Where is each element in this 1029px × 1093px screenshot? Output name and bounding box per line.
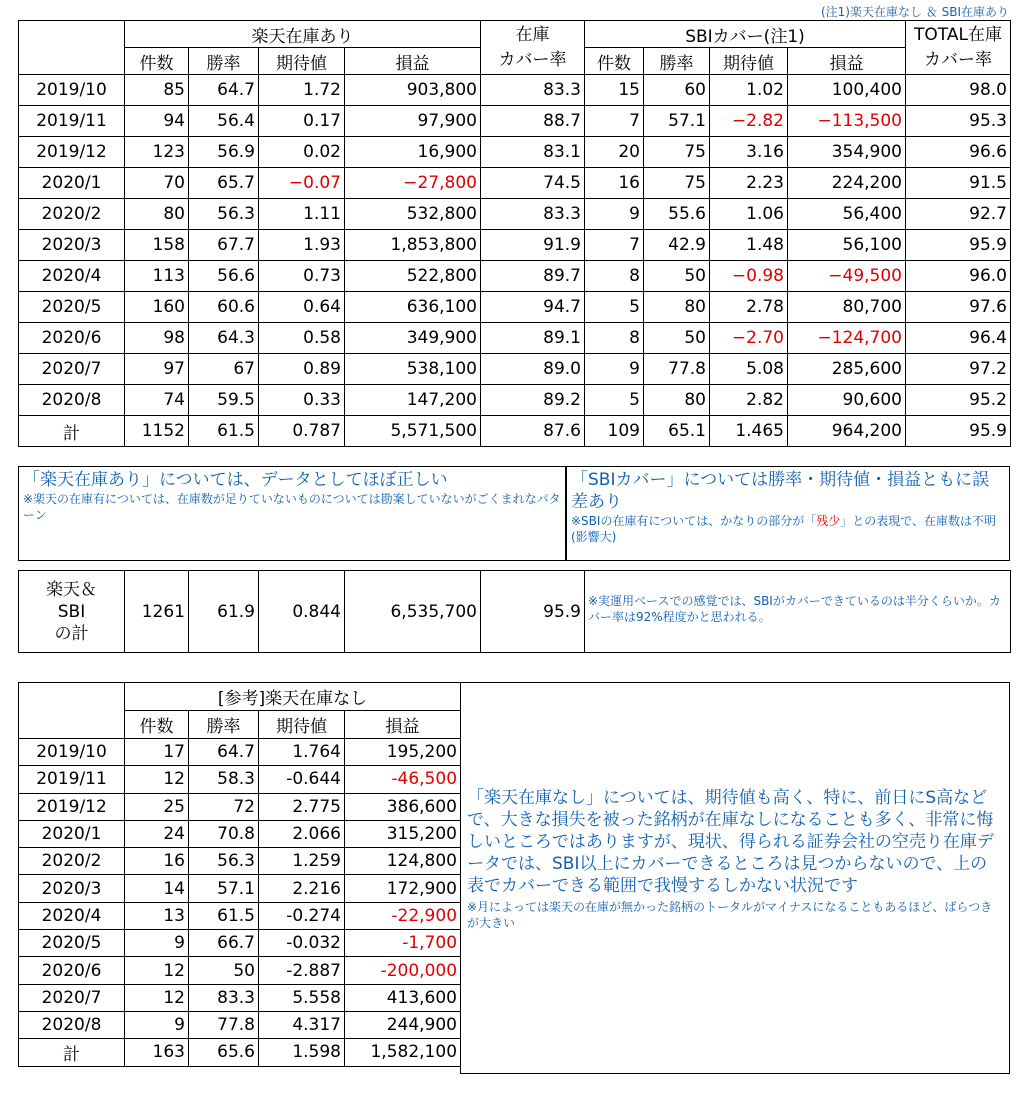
cell-pl: -1,700	[345, 930, 461, 957]
table-row	[19, 766, 461, 793]
cell-month: 2019/11	[19, 106, 125, 137]
total-sbi-count: 109	[585, 416, 644, 447]
cell-expectancy: 0.17	[259, 106, 345, 137]
cell-total-cover: 91.5	[906, 168, 1011, 199]
cell-expectancy: 0.02	[259, 137, 345, 168]
cell-count: 98	[125, 323, 189, 354]
cell-sbi-count: 8	[585, 261, 644, 292]
header-rakuten-group: 楽天在庫あり	[125, 21, 481, 48]
no-stock-comment: 「楽天在庫なし」については、期待値も高く、特に、前日にS高などで、大きな損失を被った銘柄が在庫なしになることも多く、非常に悔しいところではありますが、現状、得られる証券会社の空売り在庫データでは、SBI以上にカバーできるところは見つからないので、上の表でカバーできる範囲で我慢するしかない状況です	[467, 788, 994, 896]
t3-total-count: 163	[125, 1039, 189, 1066]
t3-header-title: [参考]楽天在庫なし	[125, 683, 461, 711]
table-row	[19, 930, 461, 957]
cell-month: 2020/6	[19, 957, 125, 984]
comment-left-title: 「楽天在庫あり」については、データとしてほぼ正しい	[23, 470, 448, 490]
cell-expectancy: 2.216	[259, 875, 345, 902]
cell-sbi-expectancy: 1.02	[710, 75, 788, 106]
cell-pl: 532,800	[345, 199, 481, 230]
comment-right-note-red: 残少	[816, 514, 841, 528]
t3-total-winrate: 65.6	[189, 1039, 259, 1066]
cell-sbi-expectancy: −0.98	[710, 261, 788, 292]
footnote-top: (注1)楽天在庫なし ＆ SBI在庫あり	[820, 5, 1009, 19]
cell-cover: 74.5	[481, 168, 585, 199]
comment-left-panel	[18, 466, 566, 561]
cell-sbi-count: 5	[585, 292, 644, 323]
table-row	[19, 820, 461, 847]
cell-winrate: 67	[189, 354, 259, 385]
cell-expectancy: 0.64	[259, 292, 345, 323]
cell-expectancy: 4.317	[259, 1011, 345, 1038]
table-row	[19, 292, 1011, 323]
table-row	[19, 323, 1011, 354]
cell-month: 2020/7	[19, 984, 125, 1011]
cell-count: 16	[125, 848, 189, 875]
cell-total-cover: 92.7	[906, 199, 1011, 230]
cell-sbi-count: 5	[585, 385, 644, 416]
cell-expectancy: 1.259	[259, 848, 345, 875]
subheader-pl: 損益	[345, 48, 481, 75]
cell-sbi-count: 7	[585, 106, 644, 137]
cell-sbi-count: 20	[585, 137, 644, 168]
cell-pl: 522,800	[345, 261, 481, 292]
cell-pl: 172,900	[345, 875, 461, 902]
cell-sbi-expectancy: −2.82	[710, 106, 788, 137]
cell-pl: 413,600	[345, 984, 461, 1011]
cell-expectancy: 0.89	[259, 354, 345, 385]
cell-total-cover: 97.2	[906, 354, 1011, 385]
cell-sbi-winrate: 75	[644, 168, 710, 199]
cell-cover: 88.7	[481, 106, 585, 137]
t3-total-label: 計	[19, 1039, 125, 1066]
cell-month: 2020/4	[19, 902, 125, 929]
cell-sbi-winrate: 55.6	[644, 199, 710, 230]
cell-count: 74	[125, 385, 189, 416]
cell-month: 2020/8	[19, 1011, 125, 1038]
table-row	[19, 137, 1011, 168]
cell-sbi-count: 8	[585, 323, 644, 354]
combined-winrate: 61.9	[189, 571, 259, 653]
cell-cover: 83.1	[481, 137, 585, 168]
total-winrate: 61.5	[189, 416, 259, 447]
combined-pl: 6,535,700	[345, 571, 481, 653]
cell-pl: 124,800	[345, 848, 461, 875]
table-row	[19, 230, 1011, 261]
total-count: 1152	[125, 416, 189, 447]
cell-winrate: 59.5	[189, 385, 259, 416]
total-cover: 87.6	[481, 416, 585, 447]
cell-count: 9	[125, 1011, 189, 1038]
table-row	[19, 75, 1011, 106]
cell-count: 158	[125, 230, 189, 261]
subheader-expectancy: 期待値	[259, 48, 345, 75]
cell-expectancy: 2.066	[259, 820, 345, 847]
cell-cover: 91.9	[481, 230, 585, 261]
cell-sbi-pl: 100,400	[788, 75, 906, 106]
cell-count: 12	[125, 984, 189, 1011]
cell-cover: 83.3	[481, 199, 585, 230]
cell-pl: 97,900	[345, 106, 481, 137]
cell-pl: 1,853,800	[345, 230, 481, 261]
cell-month: 2019/10	[19, 739, 125, 766]
cell-expectancy: 1.764	[259, 739, 345, 766]
cell-count: 25	[125, 793, 189, 820]
cell-count: 13	[125, 902, 189, 929]
cell-sbi-count: 15	[585, 75, 644, 106]
cell-winrate: 50	[189, 957, 259, 984]
cell-month: 2020/4	[19, 261, 125, 292]
total-sbi-pl: 964,200	[788, 416, 906, 447]
subheader-sbi-count: 件数	[585, 48, 644, 75]
header-month	[19, 21, 125, 75]
table-row	[19, 793, 461, 820]
cell-sbi-pl: −49,500	[788, 261, 906, 292]
cell-count: 94	[125, 106, 189, 137]
cell-month: 2019/12	[19, 793, 125, 820]
cell-pl: 16,900	[345, 137, 481, 168]
cell-sbi-pl: 224,200	[788, 168, 906, 199]
cell-expectancy: 1.11	[259, 199, 345, 230]
cell-sbi-winrate: 75	[644, 137, 710, 168]
combined-cover: 95.9	[481, 571, 585, 653]
cell-winrate: 56.9	[189, 137, 259, 168]
cell-winrate: 58.3	[189, 766, 259, 793]
cell-month: 2019/10	[19, 75, 125, 106]
cell-sbi-expectancy: 3.16	[710, 137, 788, 168]
cell-cover: 89.0	[481, 354, 585, 385]
cell-winrate: 77.8	[189, 1011, 259, 1038]
cell-month: 2020/5	[19, 930, 125, 957]
cell-sbi-pl: 80,700	[788, 292, 906, 323]
table-row	[19, 168, 1011, 199]
total-pl: 5,571,500	[345, 416, 481, 447]
cell-count: 85	[125, 75, 189, 106]
cell-expectancy: 0.58	[259, 323, 345, 354]
cell-expectancy: 0.33	[259, 385, 345, 416]
cell-pl: 315,200	[345, 820, 461, 847]
cell-cover: 89.7	[481, 261, 585, 292]
cell-sbi-pl: −124,700	[788, 323, 906, 354]
cell-count: 14	[125, 875, 189, 902]
table-row	[19, 848, 461, 875]
cell-total-cover: 97.6	[906, 292, 1011, 323]
cell-month: 2020/3	[19, 230, 125, 261]
cell-pl: 195,200	[345, 739, 461, 766]
total-sbi-winrate: 65.1	[644, 416, 710, 447]
cell-month: 2020/1	[19, 168, 125, 199]
cell-count: 17	[125, 739, 189, 766]
table-row	[19, 902, 461, 929]
subheader-sbi-winrate: 勝率	[644, 48, 710, 75]
cell-sbi-expectancy: −2.70	[710, 323, 788, 354]
cell-sbi-pl: 354,900	[788, 137, 906, 168]
cell-sbi-count: 9	[585, 199, 644, 230]
comment-left-note: ※楽天の在庫有については、在庫数が足りていないものについては勘案していないがごくまれなパターン	[23, 492, 561, 522]
cell-winrate: 56.3	[189, 848, 259, 875]
cell-count: 9	[125, 930, 189, 957]
cell-month: 2020/1	[19, 820, 125, 847]
cell-count: 97	[125, 354, 189, 385]
total-sbi-expectancy: 1.465	[710, 416, 788, 447]
cell-sbi-winrate: 57.1	[644, 106, 710, 137]
cell-sbi-pl: −113,500	[788, 106, 906, 137]
cell-sbi-winrate: 60	[644, 75, 710, 106]
combined-note: ※実運用ベースでの感覚では、SBIがカバーできているのは半分くらいか。カバー率は92%程度かと思われる。	[585, 571, 1011, 653]
cell-sbi-winrate: 80	[644, 292, 710, 323]
cell-sbi-winrate: 80	[644, 385, 710, 416]
cell-count: 160	[125, 292, 189, 323]
cell-sbi-pl: 285,600	[788, 354, 906, 385]
cell-month: 2020/7	[19, 354, 125, 385]
cell-winrate: 56.4	[189, 106, 259, 137]
cell-expectancy: 2.775	[259, 793, 345, 820]
cell-winrate: 64.7	[189, 75, 259, 106]
cell-count: 70	[125, 168, 189, 199]
cell-pl: -22,900	[345, 902, 461, 929]
cell-total-cover: 95.2	[906, 385, 1011, 416]
cell-month: 2020/8	[19, 385, 125, 416]
comment-right-note-a: ※SBIの在庫有については、かなりの部分が「	[571, 514, 817, 528]
combined-expectancy: 0.844	[259, 571, 345, 653]
cell-total-cover: 95.9	[906, 230, 1011, 261]
t3-header-month	[19, 683, 125, 739]
cell-expectancy: 1.93	[259, 230, 345, 261]
cell-pl: 386,600	[345, 793, 461, 820]
cell-month: 2019/11	[19, 766, 125, 793]
subheader-sbi-pl: 損益	[788, 48, 906, 75]
cell-pl: 636,100	[345, 292, 481, 323]
cell-total-cover: 96.4	[906, 323, 1011, 354]
table-row	[19, 199, 1011, 230]
cell-pl: -46,500	[345, 766, 461, 793]
combined-label: 楽天＆ SBI の計	[19, 571, 125, 653]
cell-pl: 147,200	[345, 385, 481, 416]
table-row	[19, 261, 1011, 292]
cell-sbi-expectancy: 2.78	[710, 292, 788, 323]
combined-count: 1261	[125, 571, 189, 653]
rakuten-sbi-table	[18, 20, 1011, 447]
cell-total-cover: 98.0	[906, 75, 1011, 106]
subheader-sbi-expectancy: 期待値	[710, 48, 788, 75]
cell-sbi-pl: 56,100	[788, 230, 906, 261]
cell-pl: -200,000	[345, 957, 461, 984]
cell-count: 123	[125, 137, 189, 168]
cell-cover: 83.3	[481, 75, 585, 106]
rakuten-no-stock-table	[18, 682, 461, 1067]
header-zaiko-cover: 在庫 カバー率	[481, 21, 585, 75]
cell-expectancy: 5.558	[259, 984, 345, 1011]
no-stock-comment-note: ※月によっては楽天の在庫が無かった銘柄のトータルがマイナスになることもあるほど、ばらつきが大きい	[467, 900, 993, 930]
cell-month: 2020/2	[19, 199, 125, 230]
cell-total-cover: 95.3	[906, 106, 1011, 137]
table-row	[19, 984, 461, 1011]
cell-winrate: 60.6	[189, 292, 259, 323]
cell-pl: 349,900	[345, 323, 481, 354]
t3-total-pl: 1,582,100	[345, 1039, 461, 1066]
comment-right-title: 「SBIカバー」については勝率・期待値・損益ともに誤差あり	[571, 470, 990, 512]
cell-winrate: 64.7	[189, 739, 259, 766]
cell-cover: 89.2	[481, 385, 585, 416]
cell-winrate: 61.5	[189, 902, 259, 929]
cell-cover: 89.1	[481, 323, 585, 354]
t3-subheader-count: 件数	[125, 711, 189, 739]
cell-winrate: 72	[189, 793, 259, 820]
cell-expectancy: −0.07	[259, 168, 345, 199]
comment-right-note-b: 」との表現で、在庫数は不明(影響大)	[571, 514, 996, 544]
cell-pl: 903,800	[345, 75, 481, 106]
cell-winrate: 56.6	[189, 261, 259, 292]
table-row	[19, 1011, 461, 1038]
t3-subheader-winrate: 勝率	[189, 711, 259, 739]
no-stock-comment-panel	[460, 682, 1010, 1074]
cell-sbi-pl: 90,600	[788, 385, 906, 416]
cell-total-cover: 96.6	[906, 137, 1011, 168]
cell-sbi-winrate: 42.9	[644, 230, 710, 261]
cell-winrate: 70.8	[189, 820, 259, 847]
table-row	[19, 957, 461, 984]
cell-winrate: 65.7	[189, 168, 259, 199]
cell-expectancy: -0.274	[259, 902, 345, 929]
cell-month: 2019/12	[19, 137, 125, 168]
cell-total-cover: 96.0	[906, 261, 1011, 292]
cell-sbi-expectancy: 1.48	[710, 230, 788, 261]
total-label: 計	[19, 416, 125, 447]
cell-sbi-expectancy: 2.23	[710, 168, 788, 199]
table-row	[19, 385, 1011, 416]
cell-sbi-count: 7	[585, 230, 644, 261]
table-row	[19, 739, 461, 766]
cell-count: 24	[125, 820, 189, 847]
cell-winrate: 83.3	[189, 984, 259, 1011]
t3-total-row	[19, 1039, 461, 1066]
cell-expectancy: 1.72	[259, 75, 345, 106]
combined-total-table	[18, 570, 1011, 653]
cell-sbi-expectancy: 2.82	[710, 385, 788, 416]
subheader-count: 件数	[125, 48, 189, 75]
subheader-winrate: 勝率	[189, 48, 259, 75]
cell-count: 80	[125, 199, 189, 230]
t3-subheader-pl: 損益	[345, 711, 461, 739]
table-total-row	[19, 416, 1011, 447]
cell-expectancy: -0.644	[259, 766, 345, 793]
header-sbi-group: SBIカバー(注1)	[585, 21, 906, 48]
comment-right-panel	[566, 466, 1010, 561]
cell-pl: 244,900	[345, 1011, 461, 1038]
cell-sbi-count: 16	[585, 168, 644, 199]
cell-winrate: 56.3	[189, 199, 259, 230]
cell-sbi-winrate: 77.8	[644, 354, 710, 385]
cell-count: 12	[125, 766, 189, 793]
cell-pl: 538,100	[345, 354, 481, 385]
header-total-cover: TOTAL在庫 カバー率	[906, 21, 1011, 75]
cell-count: 113	[125, 261, 189, 292]
cell-sbi-expectancy: 5.08	[710, 354, 788, 385]
cell-pl: −27,800	[345, 168, 481, 199]
total-total-cover: 95.9	[906, 416, 1011, 447]
table-row	[19, 106, 1011, 137]
cell-sbi-pl: 56,400	[788, 199, 906, 230]
cell-winrate: 57.1	[189, 875, 259, 902]
cell-month: 2020/3	[19, 875, 125, 902]
cell-month: 2020/6	[19, 323, 125, 354]
cell-sbi-winrate: 50	[644, 261, 710, 292]
cell-expectancy: -0.032	[259, 930, 345, 957]
table-row	[19, 875, 461, 902]
cell-count: 12	[125, 957, 189, 984]
cell-month: 2020/2	[19, 848, 125, 875]
cell-winrate: 67.7	[189, 230, 259, 261]
cell-expectancy: 0.73	[259, 261, 345, 292]
comment-right-note	[571, 513, 1005, 545]
cell-winrate: 64.3	[189, 323, 259, 354]
t3-total-expectancy: 1.598	[259, 1039, 345, 1066]
cell-sbi-count: 9	[585, 354, 644, 385]
cell-sbi-winrate: 50	[644, 323, 710, 354]
t3-subheader-expectancy: 期待値	[259, 711, 345, 739]
table-row	[19, 354, 1011, 385]
cell-month: 2020/5	[19, 292, 125, 323]
cell-expectancy: -2.887	[259, 957, 345, 984]
cell-winrate: 66.7	[189, 930, 259, 957]
total-expectancy: 0.787	[259, 416, 345, 447]
cell-sbi-expectancy: 1.06	[710, 199, 788, 230]
cell-cover: 94.7	[481, 292, 585, 323]
